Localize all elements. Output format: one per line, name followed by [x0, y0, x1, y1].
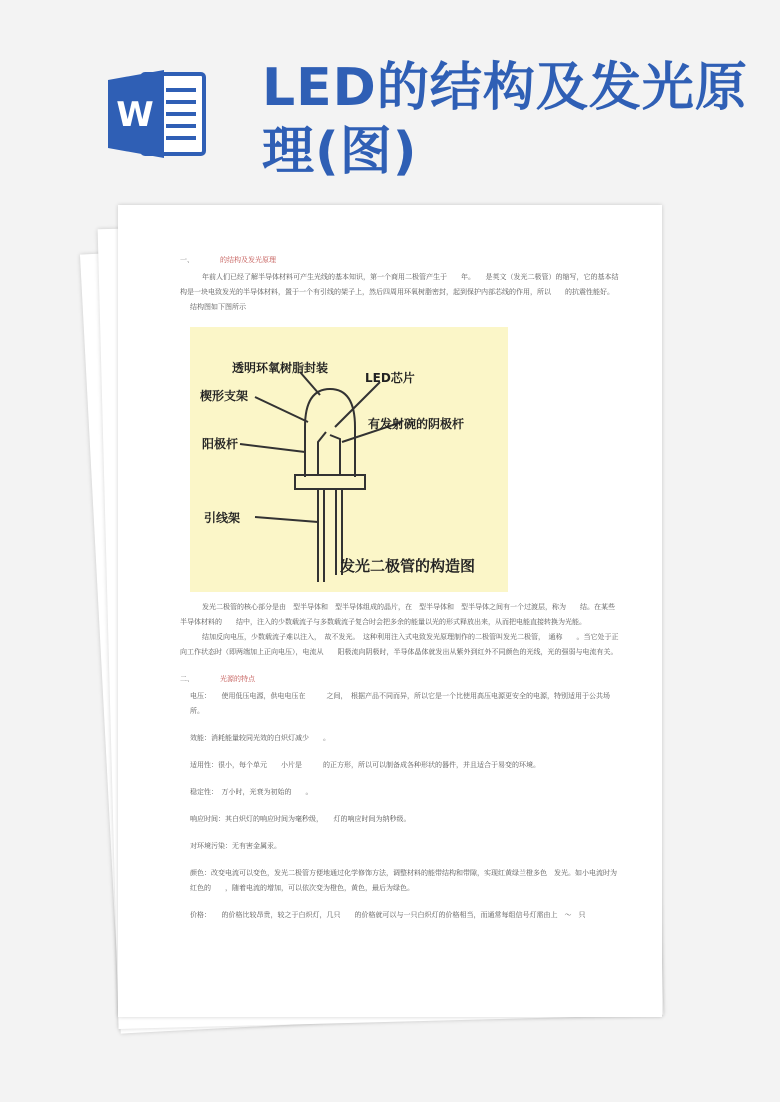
svg-text:W: W [116, 95, 154, 135]
paragraph: 发光二极管的核心部分是由 型半导体和 型半导体组成的晶片，在 型半导体和 型半导体之间有一个过渡层，称为 结。在某些半导体材料的 结中，注入的少数载流子与多数载流子复合时会把多余的能量以光的形式释放出来，从而把电能直接转换为光能。 [180, 603, 615, 626]
feature-item: 电压： 使用低压电源，供电电压在 之间， 根据产品不同而异，所以它是一个比使用高压电源更安全的电源，特别适用于公共场所。 [190, 692, 610, 715]
document-title: LED的结构及发光原理(图) [262, 58, 748, 182]
feature-item: 对环境污染：无有害金属汞。 [190, 842, 281, 850]
feature-item: 响应时间：其白炽灯的响应时间为毫秒级， 灯的响应时间为纳秒级。 [190, 815, 411, 823]
paragraph: 结加反向电压，少数载流子难以注入， 故不发光。 这种利用注入式电致发光原理制作的二极管叫发光二极管， 通称 。当它处于正向工作状态时（即两端加上正向电压），电流从 阳极流向阴极时，半导体晶体就发出从紫外到红外不同颜色的光线，光的强弱与电流有关。 [180, 633, 619, 656]
figure-caption-intro: 结构图如下图所示 [190, 303, 246, 311]
figure-label: 透明环氧树脂封装 [232, 361, 329, 375]
figure-label: LED芯片 [365, 371, 415, 385]
section-heading-1: 一、 的结构及发光原理 [180, 256, 276, 264]
word-document-icon [108, 68, 208, 160]
led-structure-figure [190, 327, 508, 592]
figure-title: 发光二极管的构造图 [340, 557, 476, 575]
feature-item: 稳定性： 万小时，光衰为初始的 。 [190, 788, 313, 796]
paragraph: 年前人们已经了解半导体材料可产生光线的基本知识，第一个商用二极管产生于 年。 是英文（发光二极管）的缩写，它的基本结构是一块电致发光的半导体材料，置于一个有引线的架子上，然后四周用环氧树脂密封，起到保护内部芯线的作用，所以 的抗震性能好。 [180, 273, 619, 296]
figure-label: 有发射碗的阴极杆 [368, 417, 465, 431]
figure-label: 楔形支架 [200, 389, 249, 403]
feature-item: 效能：消耗能量较同光效的白炽灯减少 。 [190, 734, 330, 742]
document-page [118, 205, 662, 1017]
figure-label: 引线架 [204, 511, 241, 525]
feature-item: 价格： 的价格比较昂贵，较之于白炽灯，几只 的价格就可以与一只白炽灯的价格相当，而通常每组信号灯需由上 ～ 只 [190, 911, 586, 919]
feature-item: 适用性：很小，每个单元 小片是 的正方形，所以可以制备成各种形状的器件，并且适合于易变的环境。 [190, 761, 540, 769]
feature-item: 颜色：改变电流可以变色，发光二极管方便地通过化学修饰方法，调整材料的能带结构和带隙，实现红黄绿兰橙多色 发光。如小电流时为红色的 ，随着电流的增加，可以依次变为橙色，黄色，最后为绿色。 [190, 869, 617, 892]
figure-label: 阳极杆 [202, 437, 239, 451]
section-heading-2: 二、 光源的特点 [180, 675, 255, 683]
